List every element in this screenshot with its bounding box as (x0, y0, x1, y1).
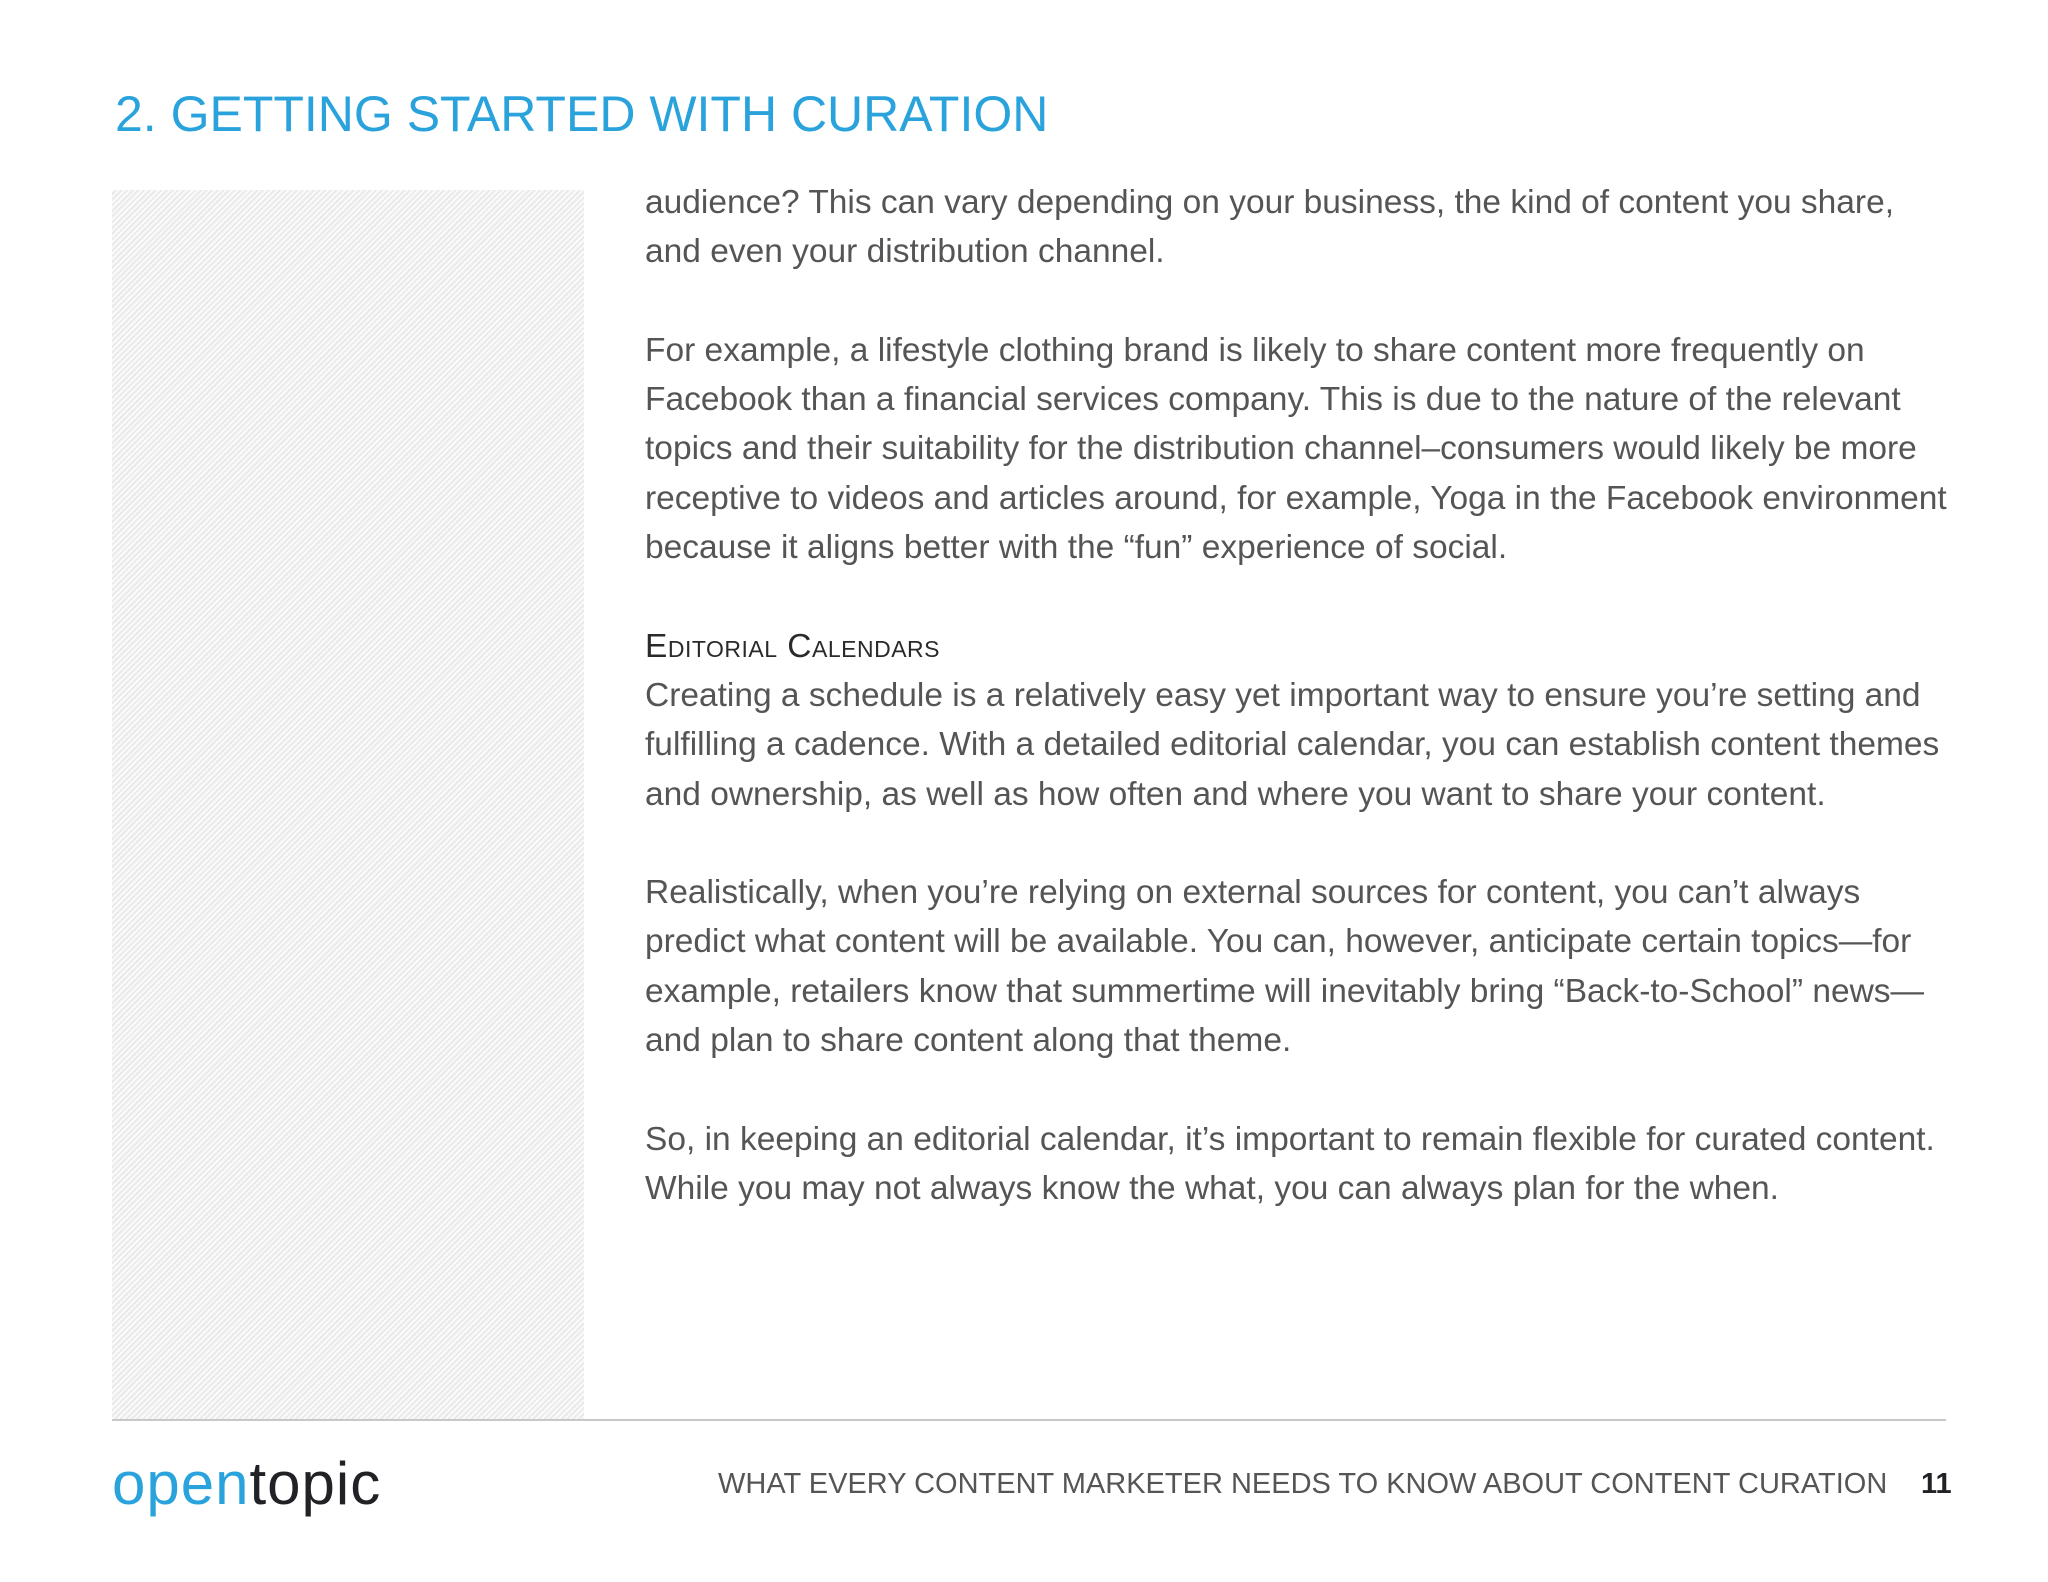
footer-document-title: WHAT EVERY CONTENT MARKETER NEEDS TO KNOW ABOUT CONTENT CURATION (718, 1468, 1888, 1500)
body-paragraph: audience? This can vary depending on your business, the kind of content you share, and even your distribution channel. (645, 184, 1895, 271)
body-paragraph: For example, a lifestyle clothing brand is likely to share content more frequently on Facebook than a financial services company. This is due to the nature of the relevant topics and their suitability for the distribution channel–consumers would likely be more receptive to videos and articles around, for example, Yoga in the Facebook environment because it aligns better with the “fun” experience of social. (645, 331, 1947, 567)
body-paragraph: Realistically, when you’re relying on external sources for content, you can’t always predict what content will be available. You can, however, anticipate certain topics—for example, retailers know that summertime will inevitably bring “Back-to-School” news—and plan to share content along that theme. (645, 874, 1925, 1060)
body-paragraph: Creating a schedule is a relatively easy yet important way to ensure you’re setting and fulfilling a cadence. With a detailed editorial calendar, you can establish content themes and ownership, as well as how often and where you want to share your content. (645, 676, 1940, 813)
section-heading: Editorial Calendars (645, 627, 940, 665)
logo-word-open: open (112, 1450, 250, 1517)
logo-word-topic: topic (249, 1450, 382, 1517)
side-image-panel (112, 190, 584, 1420)
body-text-column (645, 178, 1955, 1213)
page-number: 11 (1921, 1468, 1952, 1500)
body-paragraph: So, in keeping an editorial calendar, it’s important to remain flexible for curated content. While you may not always know the what, you can always plan for the when. (645, 1120, 1935, 1207)
page-title: 2. GETTING STARTED WITH CURATION (115, 86, 1049, 142)
opentopic-logo (112, 1448, 381, 1520)
footer-divider (112, 1419, 1946, 1421)
